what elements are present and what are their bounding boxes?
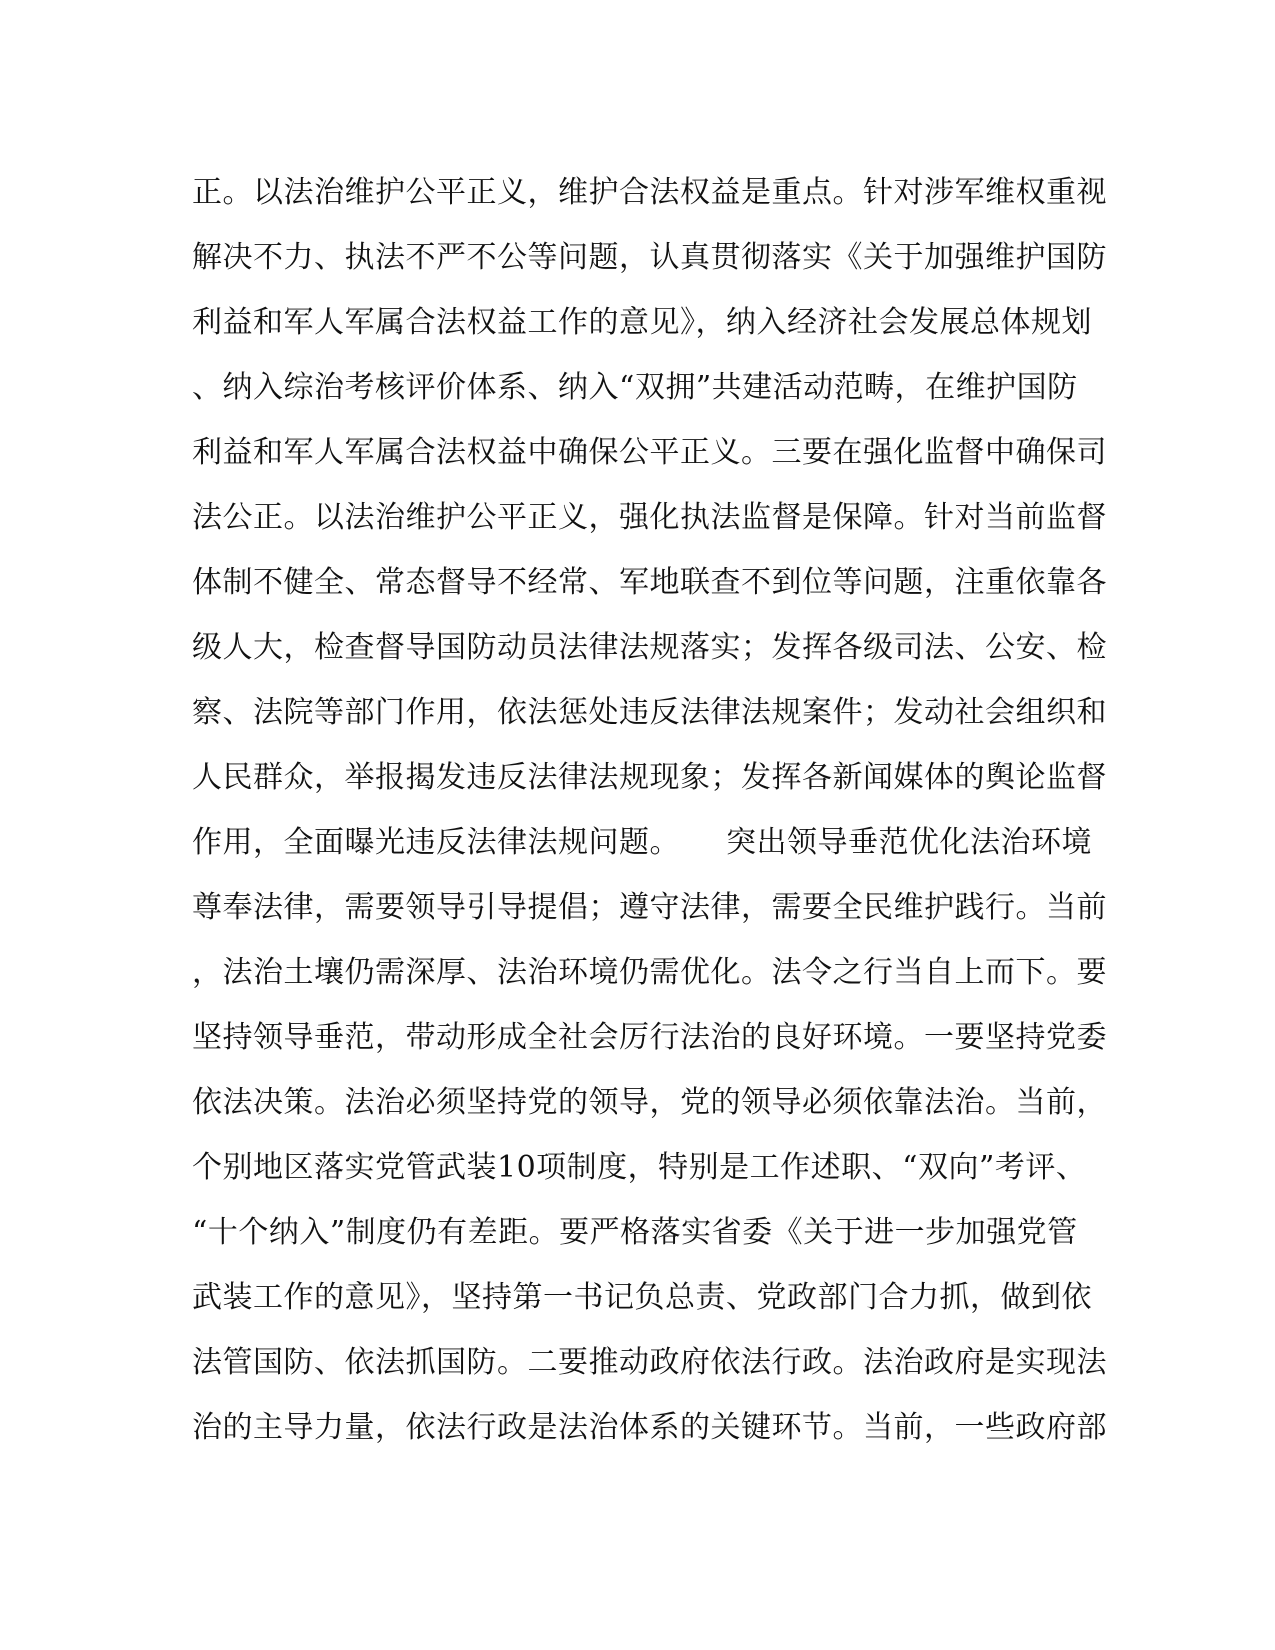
text-line: 武装工作的意见》，坚持第一书记负总责、党政部门合力抓，做到依 bbox=[192, 1280, 1092, 1315]
text-line: 法公正。以法治维护公平正义，强化执法监督是保障。针对当前监督 bbox=[192, 500, 1107, 535]
text-line: “十个纳入”制度仍有差距。要严格落实省委《关于进一步加强党管 bbox=[192, 1215, 1078, 1250]
text-line: 体制不健全、常态督导不经常、军地联查不到位等问题，注重依靠各 bbox=[192, 565, 1107, 600]
text-line: 人民群众，举报揭发违反法律法规现象；发挥各新闻媒体的舆论监督 bbox=[192, 760, 1107, 795]
text-line: 利益和军人军属合法权益中确保公平正义。三要在强化监督中确保司 bbox=[192, 435, 1107, 470]
text-line: 级人大，检查督导国防动员法律法规落实；发挥各级司法、公安、检 bbox=[192, 630, 1107, 665]
body-text bbox=[192, 160, 1107, 1460]
text-line: 个别地区落实党管武装10项制度，特别是工作述职、“双向”考评、 bbox=[192, 1150, 1087, 1185]
text-line: 解决不力、执法不严不公等问题，认真贯彻落实《关于加强维护国防 bbox=[192, 240, 1107, 275]
text-line: 依法决策。法治必须坚持党的领导，党的领导必须依靠法治。当前， bbox=[192, 1085, 1107, 1120]
text-line: 尊奉法律，需要领导引导提倡；遵守法律，需要全民维护践行。当前 bbox=[192, 890, 1107, 925]
text-line: 利益和军人军属合法权益工作的意见》，纳入经济社会发展总体规划 bbox=[192, 305, 1092, 340]
text-line: 治的主导力量，依法行政是法治体系的关键环节。当前，一些政府部 bbox=[192, 1410, 1107, 1445]
text-line: ，法治土壤仍需深厚、法治环境仍需优化。法令之行当自上而下。要 bbox=[192, 955, 1107, 990]
text-line: 、纳入综治考核评价体系、纳入“双拥”共建活动范畴，在维护国防 bbox=[192, 370, 1078, 405]
text-line: 坚持领导垂范，带动形成全社会厉行法治的良好环境。一要坚持党委 bbox=[192, 1020, 1107, 1055]
text-line: 察、法院等部门作用，依法惩处违反法律法规案件；发动社会组织和 bbox=[192, 695, 1107, 730]
text-line: 法管国防、依法抓国防。二要推动政府依法行政。法治政府是实现法 bbox=[192, 1345, 1107, 1380]
text-line: 正。以法治维护公平正义，维护合法权益是重点。针对涉军维权重视 bbox=[192, 175, 1107, 210]
text-line: 作用，全面曝光违反法律法规问题。 突出领导垂范优化法治环境 bbox=[192, 825, 1092, 860]
